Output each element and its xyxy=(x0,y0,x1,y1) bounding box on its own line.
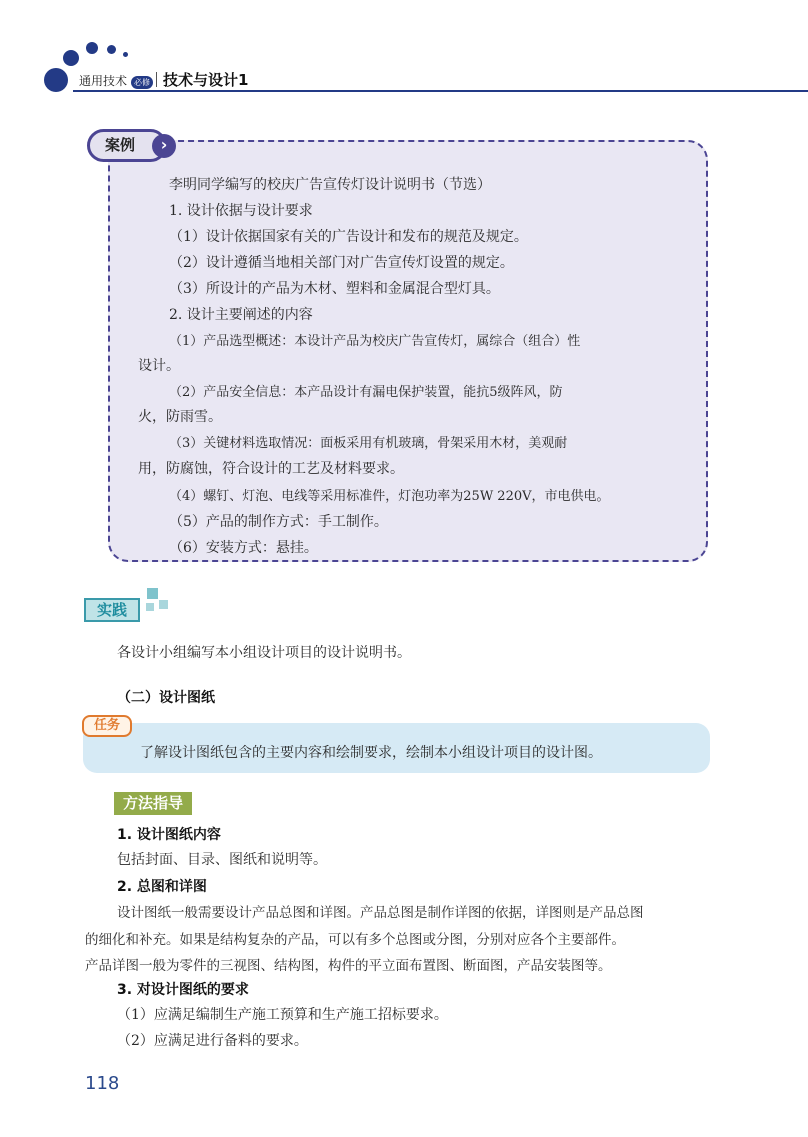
practice-deco xyxy=(147,588,158,599)
header-badge: 必修 xyxy=(131,76,153,89)
case-line: 用，防腐蚀，符合设计的工艺及材料要求。 xyxy=(138,461,404,477)
case-line: 1. 设计依据与设计要求 xyxy=(169,203,313,219)
case-line: （6）安装方式：悬挂。 xyxy=(169,540,318,556)
case-line: （1）设计依据国家有关的广告设计和发布的规范及规定。 xyxy=(169,229,528,245)
chevron-right-icon: › xyxy=(152,134,176,158)
header-dot-2 xyxy=(63,50,79,66)
header-rule xyxy=(73,90,808,92)
header-dot-4 xyxy=(107,45,116,54)
case-line: （1）产品选型概述：本设计产品为校庆广告宣传灯，属综合（组合）性 xyxy=(169,334,581,349)
case-line: （4）螺钉、灯泡、电线等采用标准件，灯泡功率为25W 220V，市电供电。 xyxy=(169,489,610,504)
method-para-2-line: 的细化和补充。如果是结构复杂的产品，可以有多个总图或分图，分别对应各个主要部件。 xyxy=(85,932,625,948)
header-dot-5 xyxy=(123,52,128,57)
method-heading-1: 1. 设计图纸内容 xyxy=(117,827,221,843)
case-line: 2. 设计主要阐述的内容 xyxy=(169,307,313,323)
case-line: （3）所设计的产品为木材、塑料和金属混合型灯具。 xyxy=(169,281,500,297)
case-line: （5）产品的制作方式：手工制作。 xyxy=(169,514,388,530)
header-dot-1 xyxy=(44,68,68,92)
header-dot-3 xyxy=(86,42,98,54)
case-line: 火，防雨雪。 xyxy=(138,409,222,425)
practice-deco xyxy=(159,600,168,609)
header-book-title: 技术与设计1 xyxy=(163,71,249,89)
method-heading-3: 3. 对设计图纸的要求 xyxy=(117,982,249,998)
method-para-2-line: 设计图纸一般需要设计产品总图和详图。产品总图是制作详图的依据，详图则是产品总图 xyxy=(117,905,644,921)
case-tag: 案例 xyxy=(87,129,167,162)
method-heading-2: 2. 总图和详图 xyxy=(117,879,207,895)
page-number: 118 xyxy=(85,1073,120,1094)
task-tag: 任务 xyxy=(82,715,132,737)
method-para-1: 包括封面、目录、图纸和说明等。 xyxy=(117,852,327,868)
task-text: 了解设计图纸包含的主要内容和绘制要求，绘制本小组设计项目的设计图。 xyxy=(140,745,602,761)
header-series: 通用技术 xyxy=(79,74,128,88)
section-heading: （二）设计图纸 xyxy=(117,690,215,706)
method-item: （2）应满足进行备料的要求。 xyxy=(117,1033,308,1049)
case-line: （2）产品安全信息：本产品设计有漏电保护装置，能抗5级阵风，防 xyxy=(169,385,563,400)
practice-tag: 实践 xyxy=(84,598,140,622)
method-item: （1）应满足编制生产施工预算和生产施工招标要求。 xyxy=(117,1007,448,1023)
case-line: 设计。 xyxy=(138,358,180,374)
method-para-2-line: 产品详图一般为零件的三视图、结构图，构件的平立面布置图、断面图，产品安装图等。 xyxy=(85,958,612,974)
case-line: 李明同学编写的校庆广告宣传灯设计说明书（节选） xyxy=(169,177,491,193)
case-line: （2）设计遵循当地相关部门对广告宣传灯设置的规定。 xyxy=(169,255,514,271)
case-line: （3）关键材料选取情况：面板采用有机玻璃，骨架采用木材，美观耐 xyxy=(169,436,568,451)
method-tag: 方法指导 xyxy=(114,792,192,815)
practice-deco xyxy=(146,603,154,611)
header-separator xyxy=(156,72,157,87)
practice-text: 各设计小组编写本小组设计项目的设计说明书。 xyxy=(117,645,411,661)
